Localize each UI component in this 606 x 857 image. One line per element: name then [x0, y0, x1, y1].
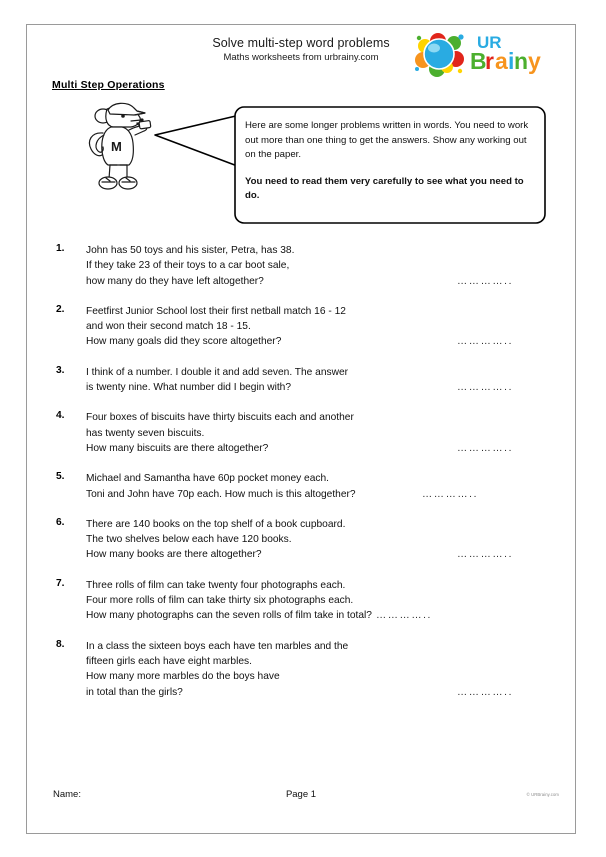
page-header: [27, 25, 575, 83]
speech-bubble: [122, 103, 552, 228]
question-number: 6.: [56, 516, 65, 528]
question-line-text: How many books are there altogether?: [86, 549, 262, 561]
answer-blank[interactable]: …………..: [457, 382, 514, 394]
question-line-text: has twenty seven biscuits.: [86, 427, 205, 439]
answer-blank[interactable]: …………..: [457, 275, 514, 287]
speech-bubble-text: [245, 119, 530, 204]
question-line: [86, 410, 565, 425]
page-subtitle: Maths worksheets from urbrainy.com: [223, 52, 379, 63]
question-line: [86, 380, 565, 395]
question-line: [86, 608, 565, 623]
question-text: [86, 517, 565, 563]
question-line: [86, 304, 565, 319]
question-item: [27, 410, 575, 456]
question-line-text: I think of a number. I double it and add seven. The answer: [86, 366, 349, 378]
question-line: [86, 685, 565, 700]
question-item: [27, 243, 575, 289]
answer-blank[interactable]: …………..: [457, 442, 514, 454]
question-line-text: How many goals did they score altogether?: [86, 336, 282, 348]
question-item: [27, 471, 575, 502]
question-line: [86, 319, 565, 334]
question-text: [86, 243, 565, 289]
question-item: [27, 639, 575, 700]
question-line: [86, 578, 565, 593]
question-line-text: fifteen girls each have eight marbles.: [86, 655, 252, 667]
urbrainy-logo: [414, 29, 562, 79]
question-number: 3.: [56, 364, 65, 376]
question-line-text: and won their second match 18 - 15.: [86, 321, 251, 333]
question-number: 7.: [56, 577, 65, 589]
question-line: [86, 654, 565, 669]
question-line: [86, 274, 565, 289]
question-item: [27, 578, 575, 624]
svg-text:M: M: [111, 139, 122, 154]
question-number: 2.: [56, 303, 65, 315]
questions-list: [27, 243, 575, 715]
logo-text-ur: UR: [477, 33, 502, 52]
question-line-text: is twenty nine. What number did I begin with?: [86, 382, 291, 394]
question-text: [86, 639, 565, 700]
question-line: [86, 593, 565, 608]
question-line-text: Feetfirst Junior School lost their first netball match 16 - 12: [86, 305, 346, 317]
question-text: [86, 471, 565, 502]
question-line-text: in total than the girls?: [86, 686, 183, 698]
question-line: [86, 471, 565, 486]
question-number: 4.: [56, 410, 65, 422]
question-line: [86, 243, 565, 258]
svg-text:r: r: [485, 48, 494, 74]
question-line: [86, 547, 565, 562]
worksheet-page: [26, 24, 576, 834]
question-text: [86, 304, 565, 350]
question-line-text: Four boxes of biscuits have thirty biscuits each and another: [86, 412, 354, 424]
svg-text:i: i: [508, 48, 515, 74]
question-line: [86, 258, 565, 273]
page-number: Page 1: [285, 789, 317, 800]
question-line-text: John has 50 toys and his sister, Petra, has 38.: [86, 245, 295, 256]
question-text: [86, 578, 565, 624]
answer-blank[interactable]: …………..: [422, 488, 479, 500]
answer-blank[interactable]: …………..: [457, 686, 514, 698]
svg-text:a: a: [495, 48, 508, 74]
question-number: 5.: [56, 471, 65, 483]
question-text: [86, 365, 565, 396]
question-line: [86, 487, 565, 502]
question-line-text: In a class the sixteen boys each have ten marbles and the: [86, 640, 349, 652]
section-heading: Multi Step Operations: [52, 79, 165, 91]
question-line-text: how many do they have left altogether?: [86, 275, 264, 287]
question-line-text: Toni and John have 70p each. How much is this altogether?: [86, 488, 356, 500]
question-line-text: Michael and Samantha have 60p pocket money each.: [86, 473, 329, 485]
answer-blank[interactable]: …………..: [457, 549, 514, 561]
question-line: [86, 441, 565, 456]
name-label: Name:: [53, 789, 81, 800]
svg-text:n: n: [514, 48, 529, 74]
answer-blank[interactable]: …………..: [375, 610, 432, 622]
question-line: [86, 639, 565, 654]
question-line-text: Four more rolls of film can take thirty six photographs each.: [86, 595, 354, 607]
question-line-text: Three rolls of film can take twenty four photographs each.: [86, 579, 346, 591]
logo-bubble-cluster: [415, 33, 464, 77]
question-line-text: How many biscuits are there altogether?: [86, 442, 269, 454]
question-line: [86, 669, 565, 684]
question-number: 1.: [56, 243, 65, 254]
question-line-text: How many more marbles do the boys have: [86, 671, 280, 683]
question-number: 8.: [56, 638, 65, 650]
copyright-notice: © URBrainy.com: [526, 792, 559, 797]
question-line: [86, 334, 565, 349]
question-item: [27, 365, 575, 396]
intro-paragraph-2: You need to read them very carefully to see what you need to do.: [245, 175, 524, 202]
svg-text:y: y: [528, 48, 541, 74]
intro-paragraph-1: Here are some longer problems written in words. You need to work out more than one thing to get the answers. Show any working out on the paper.: [245, 120, 529, 161]
question-line: [86, 532, 565, 547]
question-text: [86, 410, 565, 456]
question-line-text: The two shelves below each have 120 books.: [86, 534, 292, 546]
answer-blank[interactable]: …………..: [457, 336, 514, 348]
page-title: Solve multi-step word problems: [212, 36, 390, 50]
question-line-text: If they take 23 of their toys to a car boot sale,: [86, 260, 290, 272]
question-line: [86, 426, 565, 441]
svg-text:B: B: [470, 48, 487, 74]
question-line: [86, 517, 565, 532]
question-item: [27, 304, 575, 350]
question-item: [27, 517, 575, 563]
question-line-text: There are 140 books on the top shelf of a book cupboard.: [86, 518, 346, 530]
question-line: [86, 365, 565, 380]
question-line-text: How many photographs can the seven rolls of film take in total?: [86, 610, 372, 622]
page-footer: [27, 789, 575, 809]
